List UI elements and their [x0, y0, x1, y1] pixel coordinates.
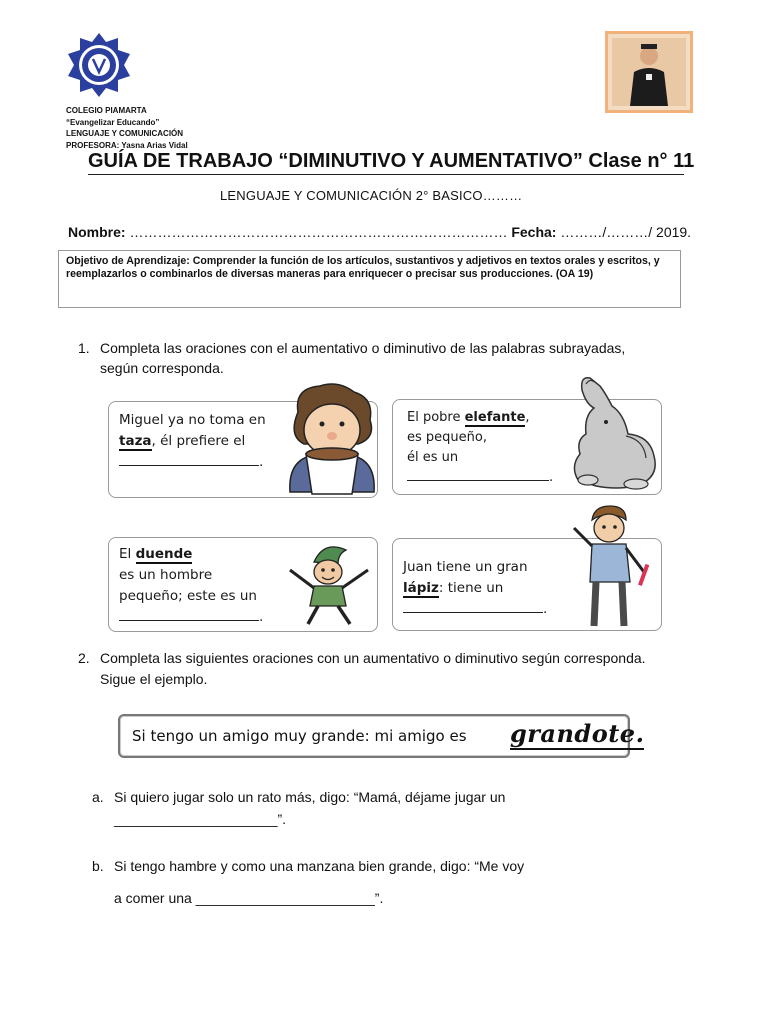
boy-with-pencil-illustration — [564, 502, 656, 632]
underlined-word: elefante — [464, 410, 526, 425]
elephant-illustration — [566, 374, 662, 494]
boy-drinking-illustration — [284, 382, 380, 498]
card-line: él es un — [407, 450, 459, 465]
name-label: Nombre: — [68, 224, 126, 240]
objective-text: Comprender la función de los artículos, sustantivos y adjetivos en textos orales y escritos, y reemplazarlos o combinarlos de diversas maneras para enriquecer o precisar sus producciones. (OA 19) — [66, 255, 660, 280]
answer-blank[interactable] — [119, 454, 259, 466]
item-line-1: Si tengo hambre y como una manzana bien grande, digo: “Me voy — [114, 858, 525, 874]
item-label: a. — [92, 789, 104, 805]
exercise-card-lapiz: Juan tiene un gran lápiz: tiene un . — [392, 538, 662, 631]
school-name: COLEGIO PIAMARTA — [66, 106, 147, 115]
exercise-item-a — [92, 786, 634, 830]
answer-blank[interactable] — [407, 469, 549, 481]
exercise-card-taza: Miguel ya no toma en taza, él prefiere el . — [108, 401, 378, 498]
example-sentence: Si tengo un amigo muy grande: mi amigo es — [132, 727, 467, 745]
card-line: pequeño; este es un — [119, 588, 257, 604]
question-2 — [78, 648, 660, 690]
card-line: Juan tiene un gran — [403, 559, 528, 575]
objective-label: Objetivo de Aprendizaje: — [66, 255, 190, 267]
elf-illustration — [284, 540, 374, 628]
question-number: 2. — [78, 650, 90, 666]
item-label: b. — [92, 858, 104, 874]
learning-objective — [58, 250, 681, 308]
page-title: GUÍA DE TRABAJO “DIMINUTIVO Y AUMENTATIVO” Clase n° 11 — [88, 150, 684, 175]
date-field[interactable]: ………/………/ 2019. — [560, 224, 692, 240]
card-line: es un hombre — [119, 567, 213, 583]
priest-photo — [605, 31, 693, 113]
card-line: es pequeño, — [407, 430, 487, 445]
example-box — [118, 714, 645, 758]
school-info — [66, 105, 188, 151]
item-line-1: Si quiero jugar solo un rato más, digo: “Mamá, déjame jugar un — [114, 789, 506, 805]
answer-blank[interactable] — [119, 609, 259, 621]
question-text: Completa las oraciones con el aumentativo o diminutivo de las palabras subrayadas, según corresponda. — [100, 340, 626, 376]
underlined-word: lápiz — [403, 580, 439, 596]
question-1 — [78, 338, 640, 378]
name-date-line — [68, 224, 691, 240]
date-label: Fecha: — [511, 224, 557, 240]
example-answer: grandote. — [510, 719, 645, 748]
underlined-word: duende — [135, 546, 193, 562]
item-answer-line[interactable]: _____________________”. — [114, 811, 287, 827]
question-text: Completa las siguientes oraciones con un aumentativo o diminutivo según corresponda. Sigue el ejemplo. — [100, 650, 646, 687]
school-logo — [66, 32, 132, 98]
answer-blank[interactable] — [403, 601, 543, 613]
exercise-item-b — [92, 850, 634, 914]
teacher-name: PROFESORA: Yasna Arias Vidal — [66, 140, 188, 150]
item-answer-line[interactable]: a comer una _______________________”. — [114, 890, 384, 906]
exercise-card-duende: El duende es un hombre pequeño; este es un . — [108, 537, 378, 632]
card-line: Miguel ya no toma en — [119, 412, 266, 428]
exercise-card-elefante: El pobre elefante, es pequeño, él es un . — [392, 399, 662, 495]
subject-line: LENGUAJE Y COMUNICACIÓN 2° BASICO……… — [220, 188, 523, 203]
school-motto: “Evangelizar Educando” — [66, 117, 160, 127]
school-subject: LENGUAJE Y COMUNICACIÓN — [66, 129, 184, 138]
underlined-word: taza — [119, 433, 152, 449]
question-number: 1. — [78, 340, 90, 356]
name-field[interactable]: ……………………………………………………………………… — [129, 224, 508, 240]
